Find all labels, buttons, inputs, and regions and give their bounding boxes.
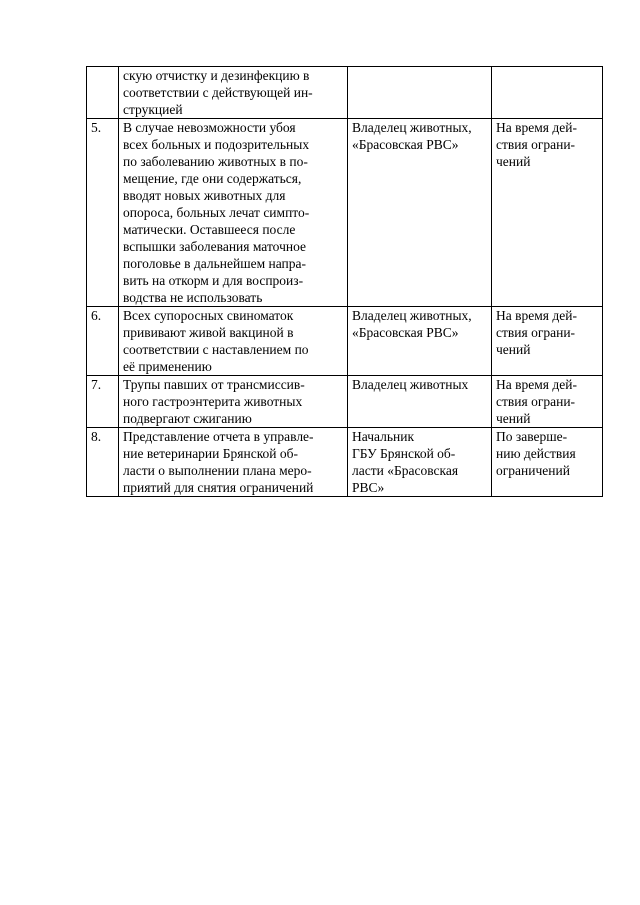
table-row [87, 119, 603, 307]
responsible-cell [348, 119, 492, 307]
responsible-cell [348, 67, 492, 119]
responsible-cell [348, 307, 492, 376]
row-number: 6. [91, 308, 102, 323]
responsible-text: Владелец животных [352, 377, 469, 392]
term-cell [492, 307, 603, 376]
term-cell [492, 376, 603, 428]
row-number: 8. [91, 429, 102, 444]
term-text: На время дей- ствия ограни- чений [496, 377, 577, 426]
row-number-cell [87, 67, 119, 119]
term-text: По заверше- нию действия ограничений [496, 429, 576, 478]
responsible-text: Владелец животных, «Брасовская РВС» [352, 120, 472, 152]
action-text: Представление отчета в управле- ние ветеринарии Брянской об- ласти о выполнении плана меро- приятий для снятия ограничений [123, 429, 314, 495]
term-text: На время дей- ствия ограни- чений [496, 308, 577, 357]
table-row [87, 67, 603, 119]
term-cell [492, 119, 603, 307]
row-number: 5. [91, 120, 102, 135]
row-number: 7. [91, 377, 102, 392]
action-cell [119, 119, 348, 307]
action-text: В случае невозможности убоя всех больных и подозрительных по заболеванию животных в по- мещение, где они содержаться, вводят новых животных для опороса, больных лечат симпто- матически. Оставшееся после вспышки заболевания маточное поголовье в дальнейшем напра- вить на откорм и для воспроиз- водства не использовать [123, 120, 310, 305]
responsible-text: Владелец животных, «Брасовская РВС» [352, 308, 472, 340]
action-text: Трупы павших от трансмиссив- ного гастроэнтерита животных подвергают сжиганию [123, 377, 305, 426]
term-cell [492, 428, 603, 497]
measures-table-body [87, 67, 603, 497]
action-text: Всех супоросных свиноматок прививают живой вакциной в соответствии с наставлением по её применению [123, 308, 309, 374]
action-cell [119, 67, 348, 119]
table-row [87, 307, 603, 376]
row-number-cell [87, 307, 119, 376]
row-number-cell [87, 119, 119, 307]
term-cell [492, 67, 603, 119]
table-row [87, 376, 603, 428]
responsible-cell [348, 428, 492, 497]
responsible-cell [348, 376, 492, 428]
row-number-cell [87, 376, 119, 428]
measures-table [86, 66, 603, 497]
responsible-text: Начальник ГБУ Брянской об- ласти «Брасовская РВС» [352, 429, 459, 495]
action-cell [119, 307, 348, 376]
table-row [87, 428, 603, 497]
action-cell [119, 428, 348, 497]
row-number-cell [87, 428, 119, 497]
term-text: На время дей- ствия ограни- чений [496, 120, 577, 169]
action-cell [119, 376, 348, 428]
action-text: скую отчистку и дезинфекцию в соответствии с действующей ин- струкцией [123, 68, 313, 117]
